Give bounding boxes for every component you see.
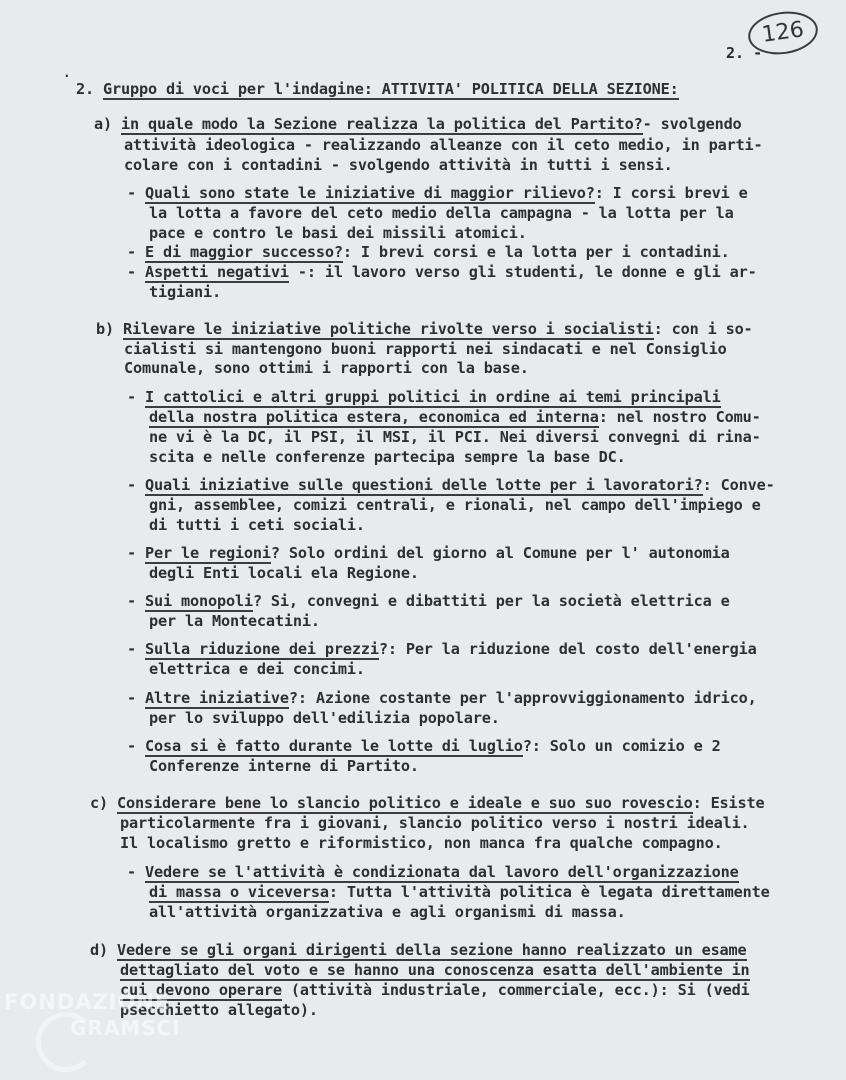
underlined-heading: Sulla riduzione dei prezzi <box>145 640 379 658</box>
text-line-c1 <box>90 793 765 813</box>
text-run: ?: Azione costante per l'approvviggionamento idrico, <box>288 689 757 707</box>
underlined-heading: Rilevare le iniziative politiche rivolte verso i socialisti <box>122 320 654 338</box>
text-run: a) <box>94 115 121 133</box>
underlined-heading: della nostra politica estera, economica ed interna <box>149 408 599 426</box>
text-line-c3 <box>120 833 723 853</box>
text-run: : con i so- <box>653 320 753 338</box>
text-line-a3 <box>124 155 673 175</box>
text-line-a4 <box>127 183 748 203</box>
underlined-heading: Altre iniziative <box>145 689 289 707</box>
text-run: - <box>127 388 145 406</box>
text-line-b7 <box>149 447 626 467</box>
underlined-heading: Per le regioni <box>145 544 271 562</box>
text-line-a5 <box>149 203 734 223</box>
page-number: 2. - <box>726 44 763 62</box>
text-run: all'attività organizzativa e agli organismi di massa. <box>149 903 626 921</box>
underlined-heading: Vedere se gli organi dirigenti della sezione hanno realizzato un esame <box>116 941 747 959</box>
text-line-c6 <box>149 902 626 922</box>
text-line-b18 <box>149 708 500 728</box>
underlined-heading: I cattolici e altri gruppi politici in ordine ai temi principali <box>145 388 721 406</box>
text-line-a7 <box>127 242 730 262</box>
underlined-heading: di massa o viceversa <box>149 883 329 901</box>
text-run: elettrica e dei concimi. <box>149 660 365 678</box>
text-run: ? Solo ordini del giorno al Comune per l' autonomia <box>270 544 730 562</box>
text-line-b15 <box>127 639 757 659</box>
text-line-b14 <box>149 611 320 631</box>
underlined-heading: cui devono operare <box>120 981 282 999</box>
text-run: - <box>127 263 145 281</box>
underlined-heading: Aspetti negativi <box>145 263 289 281</box>
text-line-b2 <box>124 339 727 359</box>
archive-number-stamp: 126 <box>745 7 820 58</box>
text-run: la lotta a favore del ceto medio della campagna - la lotta per la <box>149 204 734 222</box>
text-run: tigiani. <box>149 283 221 301</box>
text-run: - svolgendo <box>642 115 742 133</box>
text-run: d) <box>90 941 117 959</box>
text-run: degli Enti locali ela Regione. <box>149 564 419 582</box>
text-run: ?: Per la riduzione del costo dell'energia <box>378 640 757 658</box>
text-run: Il localismo gretto e riformistico, non manca fra qualche compagno. <box>120 834 723 852</box>
text-line-b12 <box>149 563 419 583</box>
text-line-b6 <box>149 427 761 447</box>
text-run: pace e contro le basi dei missili atomici. <box>149 224 527 242</box>
text-line-b10 <box>149 515 365 535</box>
text-line-b13 <box>127 591 730 611</box>
text-run: - <box>127 863 145 881</box>
margin-dot: . <box>62 62 72 81</box>
text-run: psecchietto allegato). <box>120 1001 318 1019</box>
text-run: b) <box>96 320 123 338</box>
text-run: - <box>127 592 145 610</box>
text-line-d1 <box>90 940 747 960</box>
text-line-a9 <box>149 282 221 302</box>
text-run: c) <box>90 794 117 812</box>
underlined-heading: Quali iniziative sulle questioni delle lotte per i lavoratori? <box>145 476 703 494</box>
underlined-heading: Sui monopoli <box>145 592 253 610</box>
watermark-line1: FONDAZIONE <box>4 990 171 1014</box>
text-run: Comunale, sono ottimi i rapporti con la base. <box>124 359 529 377</box>
text-run: : I corsi brevi e <box>594 184 748 202</box>
text-run: - <box>127 737 145 755</box>
text-line-d3 <box>120 980 750 1000</box>
text-run: Conferenze interne di Partito. <box>149 757 419 775</box>
text-run: -: il lavoro verso gli studenti, le donne e gli ar- <box>288 263 757 281</box>
text-run: per lo sviluppo dell'edilizia popolare. <box>149 709 500 727</box>
underlined-heading: Vedere se l'attività è condizionata dal lavoro dell'organizzazione <box>145 863 739 881</box>
underlined-heading: Gruppo di voci per l'indagine: ATTIVITA' POLITICA DELLA SEZIONE: <box>102 80 679 98</box>
text-run: : I brevi corsi e la lotta per i contadini. <box>342 243 730 261</box>
watermark-line2: GRAMSCI <box>70 1016 181 1040</box>
text-run: (attività industriale, commerciale, ecc.): Si (vedi <box>281 981 750 999</box>
text-run: attività ideologica - realizzando alleanze con il ceto medio, in parti- <box>124 136 763 154</box>
text-line-b16 <box>149 659 365 679</box>
text-line-c4 <box>127 862 739 882</box>
text-run: - <box>127 476 145 494</box>
underlined-heading: Cosa si è fatto durante le lotte di luglio <box>145 737 523 755</box>
text-line-b3 <box>124 358 529 378</box>
text-line-b1 <box>96 319 753 339</box>
text-run: cialisti si mantengono buoni rapporti nei sindacati e nel Consiglio <box>124 340 727 358</box>
text-run: ? Si, convegni e dibattiti per la società elettrica e <box>252 592 730 610</box>
text-line-h1 <box>76 79 679 99</box>
text-run: - <box>127 640 145 658</box>
text-run: 2. <box>76 80 103 98</box>
text-line-b19 <box>127 736 721 756</box>
underlined-heading: in quale modo la Sezione realizza la politica del Partito? <box>120 115 643 133</box>
text-line-b8 <box>127 475 775 495</box>
text-line-a2 <box>124 135 763 155</box>
text-line-c5 <box>149 882 770 902</box>
underlined-heading: Considerare bene lo slancio politico e ideale e suo suo rovescio <box>116 794 693 812</box>
text-run: : nel nostro Comu- <box>598 408 761 426</box>
text-line-a8 <box>127 262 757 282</box>
text-line-b4 <box>127 387 721 407</box>
underlined-heading: Quali sono state le iniziative di maggior rilievo? <box>145 184 595 202</box>
text-run: gni, assemblee, comizi centrali, e rionali, nel campo dell'impiego e <box>149 496 761 514</box>
text-line-a1 <box>94 114 742 134</box>
text-run: : Esiste <box>692 794 765 812</box>
text-run: - <box>127 184 145 202</box>
underlined-heading: E di maggior successo? <box>145 243 343 261</box>
text-line-a6 <box>149 223 527 243</box>
text-run: : Tutta l'attività politica è legata direttamente <box>328 883 770 901</box>
underlined-heading: dettagliato del voto e se hanno una conoscenza esatta dell'ambiente in <box>120 961 750 979</box>
text-run: per la Montecatini. <box>149 612 320 630</box>
text-line-b5 <box>149 407 761 427</box>
text-run: - <box>127 689 145 707</box>
text-line-b9 <box>149 495 761 515</box>
text-run: particolarmente fra i giovani, slancio politico verso i nostri ideali. <box>120 814 750 832</box>
text-run: ne vi è la DC, il PSI, il MSI, il PCI. Nei diversi convegni di rina- <box>149 428 761 446</box>
text-line-c2 <box>120 813 750 833</box>
text-run: - <box>127 243 145 261</box>
text-line-b20 <box>149 756 419 776</box>
text-line-b17 <box>127 688 757 708</box>
watermark-logo <box>4 990 214 1070</box>
text-run: di tutti i ceti sociali. <box>149 516 365 534</box>
text-run: ?: Solo un comizio e 2 <box>522 737 721 755</box>
text-run: scita e nelle conferenze partecipa sempre la base DC. <box>149 448 626 466</box>
text-run: - <box>127 544 145 562</box>
text-line-d2 <box>120 960 750 980</box>
text-run: : Conve- <box>702 476 775 494</box>
text-line-b11 <box>127 543 730 563</box>
text-run: colare con i contadini - svolgendo attività in tutti i sensi. <box>124 156 673 174</box>
